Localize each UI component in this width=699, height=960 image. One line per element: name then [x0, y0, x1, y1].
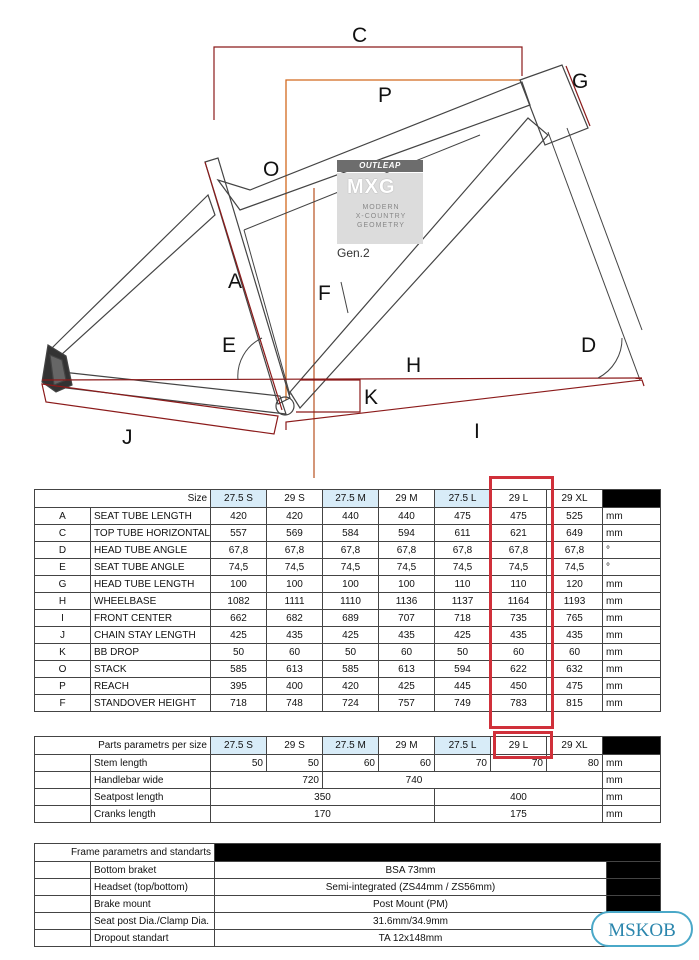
value-cell: 757: [379, 695, 435, 712]
parts-row-cranks: [35, 806, 661, 823]
value-cell: 594: [435, 661, 491, 678]
empty-cell: [35, 755, 91, 772]
value-cell: 649: [547, 525, 603, 542]
value-cell: 100: [323, 576, 379, 593]
value-cell: 350: [211, 789, 435, 806]
value-cell: 585: [323, 661, 379, 678]
value-cell: Semi-integrated (ZS44mm / ZS56mm): [215, 879, 607, 896]
value-cell: 395: [211, 678, 267, 695]
value-cell: 435: [547, 627, 603, 644]
value-cell: 435: [267, 627, 323, 644]
value-cell: 120: [547, 576, 603, 593]
unit-cell: mm: [603, 661, 661, 678]
code-cell: H: [35, 593, 91, 610]
value-cell: 74,5: [267, 559, 323, 576]
code-cell: E: [35, 559, 91, 576]
code-cell: K: [35, 644, 91, 661]
value-cell: 70: [491, 755, 547, 772]
value-cell: 765: [547, 610, 603, 627]
size-label: Size: [35, 490, 211, 508]
param-name: CHAIN STAY LENGTH: [91, 627, 211, 644]
badge-body: [337, 173, 423, 244]
geometry-row: [35, 508, 661, 525]
size-header: 29 S: [267, 490, 323, 508]
label-k: K: [364, 386, 379, 409]
value-cell: 425: [379, 678, 435, 695]
mskob-watermark: [590, 908, 694, 950]
badge-generation: Gen.2: [337, 246, 370, 260]
size-header: 29 S: [267, 737, 323, 755]
geometry-row: [35, 644, 661, 661]
code-cell: J: [35, 627, 91, 644]
value-cell: 611: [435, 525, 491, 542]
label-h: H: [406, 354, 422, 377]
geometry-table: [34, 489, 661, 712]
value-cell: 585: [211, 661, 267, 678]
value-cell: 400: [435, 789, 603, 806]
value-cell: TA 12x148mm: [215, 930, 607, 947]
highlight-29l-geometry: [489, 476, 554, 729]
label-o: O: [263, 158, 280, 181]
param-name: Seat post Dia./Clamp Dia.: [91, 913, 215, 930]
size-header: 27.5 M: [323, 737, 379, 755]
value-cell: 67,8: [323, 542, 379, 559]
value-cell: 748: [267, 695, 323, 712]
value-cell: 420: [211, 508, 267, 525]
value-cell: 1082: [211, 593, 267, 610]
value-cell: Post Mount (PM): [215, 896, 607, 913]
geometry-header-row: [35, 490, 661, 508]
value-cell: 420: [323, 678, 379, 695]
value-cell: 815: [547, 695, 603, 712]
value-cell: BSA 73mm: [215, 862, 607, 879]
value-cell: 50: [267, 755, 323, 772]
unit-cell: mm: [603, 508, 661, 525]
value-cell: 740: [323, 772, 603, 789]
empty-cell: [35, 772, 91, 789]
header-black-cell: [603, 737, 661, 755]
parts-row-stem: [35, 755, 661, 772]
code-cell: C: [35, 525, 91, 542]
param-name: REACH: [91, 678, 211, 695]
value-cell: 67,8: [547, 542, 603, 559]
watermark-text: MSKOB: [608, 920, 676, 941]
code-cell: A: [35, 508, 91, 525]
label-f: F: [318, 282, 331, 305]
value-cell: 170: [211, 806, 435, 823]
param-name: SEAT TUBE LENGTH: [91, 508, 211, 525]
size-header: 29 M: [379, 737, 435, 755]
geometry-row: [35, 695, 661, 712]
empty-cell: [35, 896, 91, 913]
head-angle-arc: [598, 338, 622, 378]
value-cell: 100: [267, 576, 323, 593]
value-cell: 435: [379, 627, 435, 644]
size-header: 29 L: [491, 737, 547, 755]
badge-model: MXG: [347, 176, 396, 198]
label-p: P: [378, 84, 393, 107]
unit-cell: mm: [603, 644, 661, 661]
value-cell: 80: [547, 755, 603, 772]
value-cell: 440: [379, 508, 435, 525]
empty-cell: [35, 806, 91, 823]
label-d: D: [581, 334, 597, 357]
geometry-row: [35, 525, 661, 542]
empty-cell: [35, 930, 91, 947]
size-header: 27.5 L: [435, 737, 491, 755]
label-g: G: [572, 70, 589, 93]
value-cell: 724: [323, 695, 379, 712]
value-cell: 50: [323, 644, 379, 661]
geometry-row: [35, 627, 661, 644]
value-cell: 420: [267, 508, 323, 525]
frame-row: [35, 862, 661, 879]
value-cell: 622: [491, 661, 547, 678]
frame-body: [35, 862, 661, 947]
code-cell: D: [35, 542, 91, 559]
label-e: E: [222, 334, 237, 357]
geometry-row: [35, 576, 661, 593]
unit-cell: mm: [603, 772, 661, 789]
param-name: Cranks length: [91, 806, 211, 823]
value-cell: 569: [267, 525, 323, 542]
value-cell: 67,8: [435, 542, 491, 559]
value-cell: 67,8: [267, 542, 323, 559]
value-cell: 1136: [379, 593, 435, 610]
size-header: 27.5 M: [323, 490, 379, 508]
geometry-row: [35, 542, 661, 559]
geometry-row: [35, 678, 661, 695]
value-cell: 445: [435, 678, 491, 695]
param-name: STACK: [91, 661, 211, 678]
unit-cell: mm: [603, 525, 661, 542]
value-cell: 735: [491, 610, 547, 627]
unit-cell: °: [603, 542, 661, 559]
mxg-badge: [337, 160, 423, 244]
dim-line-top-tube-horizontal: [214, 47, 522, 120]
code-cell: I: [35, 610, 91, 627]
value-cell: 31.6mm/34.9mm: [215, 913, 607, 930]
value-cell: 613: [379, 661, 435, 678]
seat-clamp-mark: [341, 282, 348, 313]
value-cell: 60: [547, 644, 603, 661]
value-cell: 475: [491, 508, 547, 525]
value-cell: 718: [211, 695, 267, 712]
size-header: 27.5 S: [211, 490, 267, 508]
empty-cell: [35, 879, 91, 896]
value-cell: 621: [491, 525, 547, 542]
value-cell: 60: [323, 755, 379, 772]
unit-cell: mm: [603, 627, 661, 644]
value-cell: 50: [211, 644, 267, 661]
unit-cell: mm: [603, 789, 661, 806]
value-cell: 475: [435, 508, 491, 525]
geometry-row: [35, 559, 661, 576]
frame-row: [35, 930, 661, 947]
value-cell: 1137: [435, 593, 491, 610]
parts-header-row: [35, 737, 661, 755]
value-cell: 50: [211, 755, 267, 772]
value-cell: 74,5: [491, 559, 547, 576]
empty-cell: [35, 789, 91, 806]
unit-cell: mm: [603, 610, 661, 627]
value-cell: 425: [211, 627, 267, 644]
dim-line-fork-front: [567, 128, 642, 330]
geometry-body: [35, 508, 661, 712]
parts-table: [34, 736, 661, 823]
value-cell: 60: [379, 755, 435, 772]
frame-row: [35, 896, 661, 913]
badge-brand: OUTLEAP: [337, 160, 423, 172]
param-name: Handlebar wide: [91, 772, 211, 789]
value-cell: 707: [379, 610, 435, 627]
empty-cell: [35, 862, 91, 879]
param-name: Seatpost length: [91, 789, 211, 806]
frame-table-title: Frame parametrs and standarts: [35, 844, 215, 862]
geometry-row: [35, 610, 661, 627]
value-cell: 74,5: [379, 559, 435, 576]
value-cell: 1111: [267, 593, 323, 610]
value-cell: 67,8: [211, 542, 267, 559]
dim-line-bb-drop: [296, 380, 360, 412]
param-name: TOP TUBE HORIZONTAL: [91, 525, 211, 542]
value-cell: 435: [491, 627, 547, 644]
value-cell: 594: [379, 525, 435, 542]
size-header: 29 XL: [547, 737, 603, 755]
black-cell: [607, 862, 661, 879]
value-cell: 783: [491, 695, 547, 712]
dim-line-front-center: [286, 380, 644, 430]
value-cell: 74,5: [323, 559, 379, 576]
value-cell: 584: [323, 525, 379, 542]
param-name: Stem length: [91, 755, 211, 772]
value-cell: 425: [323, 627, 379, 644]
unit-cell: mm: [603, 678, 661, 695]
value-cell: 67,8: [491, 542, 547, 559]
badge-subtitle-1: MODERN: [362, 204, 400, 211]
parts-row-handlebar: [35, 772, 661, 789]
geometry-row: [35, 661, 661, 678]
value-cell: 525: [547, 508, 603, 525]
param-name: Brake mount: [91, 896, 215, 913]
code-cell: G: [35, 576, 91, 593]
param-name: WHEELBASE: [91, 593, 211, 610]
code-cell: P: [35, 678, 91, 695]
param-name: BB DROP: [91, 644, 211, 661]
size-header: 29 XL: [547, 490, 603, 508]
unit-cell: mm: [603, 806, 661, 823]
value-cell: 1110: [323, 593, 379, 610]
value-cell: 557: [211, 525, 267, 542]
header-black-cell: [215, 844, 661, 862]
unit-cell: mm: [603, 755, 661, 772]
label-c: C: [352, 24, 368, 47]
label-j: J: [122, 426, 133, 449]
value-cell: 632: [547, 661, 603, 678]
frame-standards-table: [34, 843, 661, 947]
header-black-cell: [603, 490, 661, 508]
unit-cell: mm: [603, 576, 661, 593]
value-cell: 662: [211, 610, 267, 627]
label-i: I: [474, 420, 480, 443]
code-cell: O: [35, 661, 91, 678]
value-cell: 400: [267, 678, 323, 695]
parts-size-label: Parts parametrs per size: [35, 737, 211, 755]
value-cell: 60: [379, 644, 435, 661]
param-name: Dropout standart: [91, 930, 215, 947]
parts-row-seatpost: [35, 789, 661, 806]
label-a: A: [228, 270, 243, 293]
frame-row: [35, 879, 661, 896]
param-name: SEAT TUBE ANGLE: [91, 559, 211, 576]
black-cell: [607, 879, 661, 896]
size-header: 27.5 S: [211, 737, 267, 755]
size-header: 29 L: [491, 490, 547, 508]
value-cell: 718: [435, 610, 491, 627]
param-name: HEAD TUBE LENGTH: [91, 576, 211, 593]
size-header: 27.5 L: [435, 490, 491, 508]
bike-frame: [42, 65, 588, 415]
value-cell: 74,5: [211, 559, 267, 576]
seat-angle-arc: [238, 338, 262, 380]
value-cell: 450: [491, 678, 547, 695]
value-cell: 110: [491, 576, 547, 593]
value-cell: 70: [435, 755, 491, 772]
value-cell: 440: [323, 508, 379, 525]
size-header: 29 M: [379, 490, 435, 508]
param-name: Bottom braket: [91, 862, 215, 879]
badge-subtitle-2: X-COUNTRY: [355, 213, 407, 220]
value-cell: 110: [435, 576, 491, 593]
value-cell: 74,5: [435, 559, 491, 576]
geometry-row: [35, 593, 661, 610]
frame-header-row: [35, 844, 661, 862]
param-name: FRONT CENTER: [91, 610, 211, 627]
badge-subtitle-3: GEOMETRY: [357, 222, 405, 229]
value-cell: 682: [267, 610, 323, 627]
value-cell: 60: [491, 644, 547, 661]
empty-cell: [35, 913, 91, 930]
frame-row: [35, 913, 661, 930]
value-cell: 74,5: [547, 559, 603, 576]
value-cell: 50: [435, 644, 491, 661]
value-cell: 689: [323, 610, 379, 627]
value-cell: 100: [211, 576, 267, 593]
value-cell: 749: [435, 695, 491, 712]
value-cell: 100: [379, 576, 435, 593]
value-cell: 720: [211, 772, 323, 789]
highlight-29l-parts: [493, 731, 553, 759]
value-cell: 425: [435, 627, 491, 644]
badge-subtitle: [343, 203, 419, 230]
unit-cell: mm: [603, 695, 661, 712]
param-name: Headset (top/bottom): [91, 879, 215, 896]
unit-cell: °: [603, 559, 661, 576]
value-cell: 613: [267, 661, 323, 678]
value-cell: 60: [267, 644, 323, 661]
code-cell: F: [35, 695, 91, 712]
value-cell: 475: [547, 678, 603, 695]
value-cell: 175: [435, 806, 603, 823]
value-cell: 1164: [491, 593, 547, 610]
unit-cell: mm: [603, 593, 661, 610]
value-cell: 1193: [547, 593, 603, 610]
value-cell: 67,8: [379, 542, 435, 559]
param-name: STANDOVER HEIGHT: [91, 695, 211, 712]
param-name: HEAD TUBE ANGLE: [91, 542, 211, 559]
